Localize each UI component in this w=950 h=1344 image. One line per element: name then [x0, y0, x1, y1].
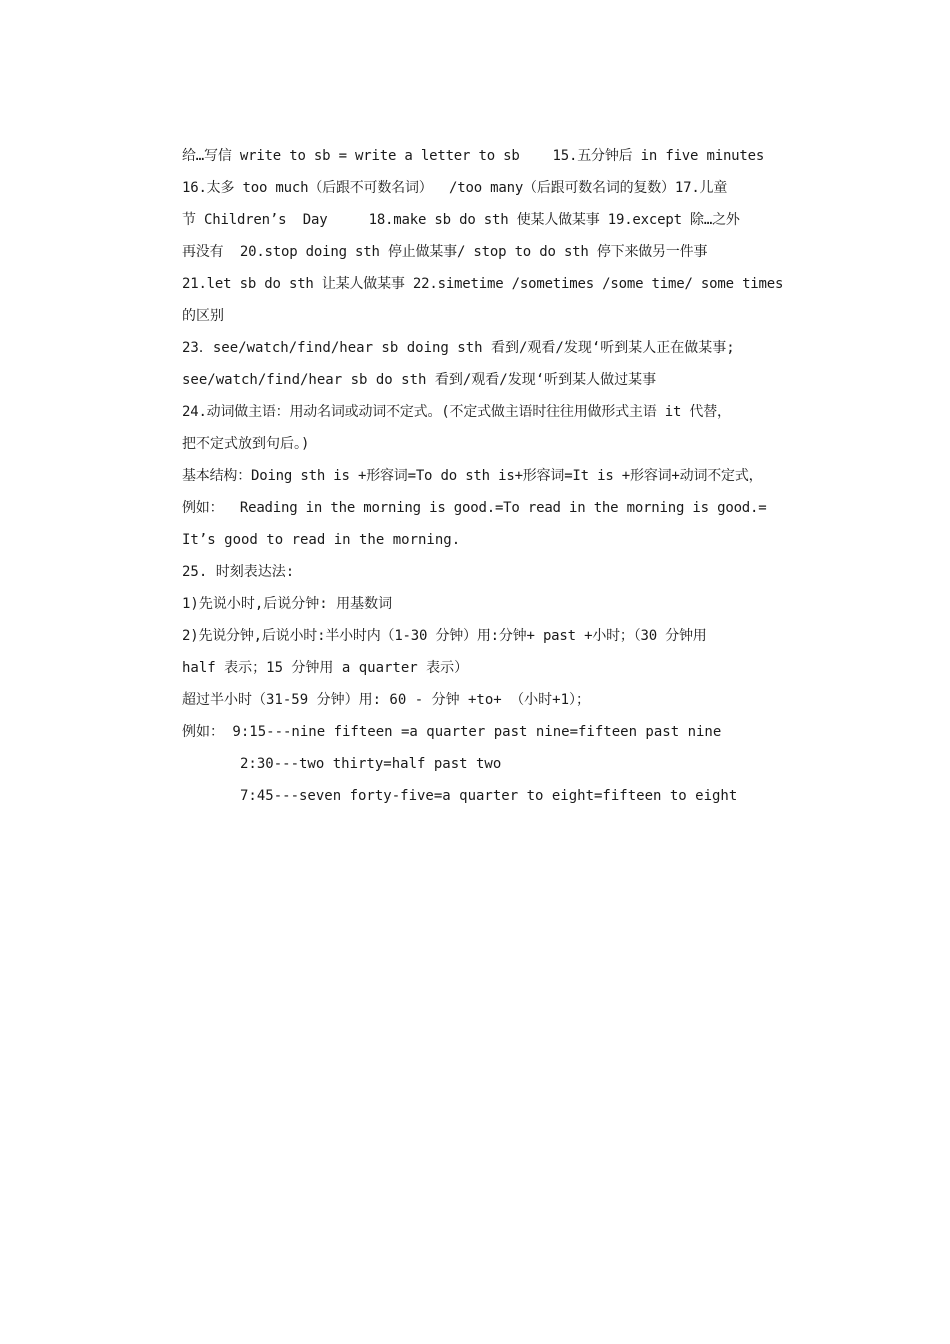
text-line-11: 基本结构：Doing sth is +形容词=To do sth is+形容词=It is +形容词+动词不定式， — [182, 468, 763, 484]
text-line-8: see/watch/find/hear sb do sth 看到/观看/发现‘听到某人做过某事 — [182, 372, 657, 388]
text-line-16: 2)先说分钟,后说小时:半小时内（1-30 分钟）用:分钟+ past +小时；（30 分钟用 — [182, 628, 707, 644]
text-line-15: 1)先说小时,后说分钟: 用基数词 — [182, 596, 393, 612]
text-line-20: 2:30---two thirty=half past two — [240, 756, 502, 772]
text-line-7: 23．see/watch/find/hear sb doing sth 看到/观看/发现‘听到某人正在做某事; — [182, 340, 735, 356]
text-line-6: 的区别 — [182, 308, 224, 324]
text-line-1: 给…写信 write to sb = write a letter to sb 15.五分钟后 in five minutes — [182, 148, 765, 164]
text-line-5: 21.let sb do sth 让某人做某事 22.simetime /sometimes /some time/ some times — [182, 276, 784, 292]
text-line-13: It’s good to read in the morning. — [182, 532, 461, 548]
text-line-21: 7:45---seven forty-five=a quarter to eight=fifteen to eight — [240, 788, 738, 804]
text-line-19: 例如： 9:15---nine fifteen =a quarter past nine=fifteen past nine — [182, 724, 722, 740]
text-line-10: 把不定式放到句后。) — [182, 436, 310, 452]
text-line-12: 例如： Reading in the morning is good.=To read in the morning is good.= — [182, 500, 767, 516]
text-line-14: 25. 时刻表达法: — [182, 564, 295, 580]
text-line-18: 超过半小时（31-59 分钟）用: 60 - 分钟 +to+ （小时+1）； — [182, 692, 591, 708]
document-body — [182, 140, 814, 812]
text-line-4: 再没有 20.stop doing sth 停止做某事/ stop to do sth 停下来做另一件事 — [182, 244, 708, 260]
text-line-17: half 表示；15 分钟用 a quarter 表示） — [182, 660, 469, 676]
text-line-9: 24.动词做主语：用动名词或动词不定式。(不定式做主语时往往用做形式主语 it 代替， — [182, 404, 731, 420]
text-line-3: 节 Children’s Day 18.make sb do sth 使某人做某事 19.except 除…之外 — [182, 212, 740, 228]
text-line-2: 16.太多 too much（后跟不可数名词） /too many（后跟可数名词的复数）17.儿童 — [182, 180, 728, 196]
